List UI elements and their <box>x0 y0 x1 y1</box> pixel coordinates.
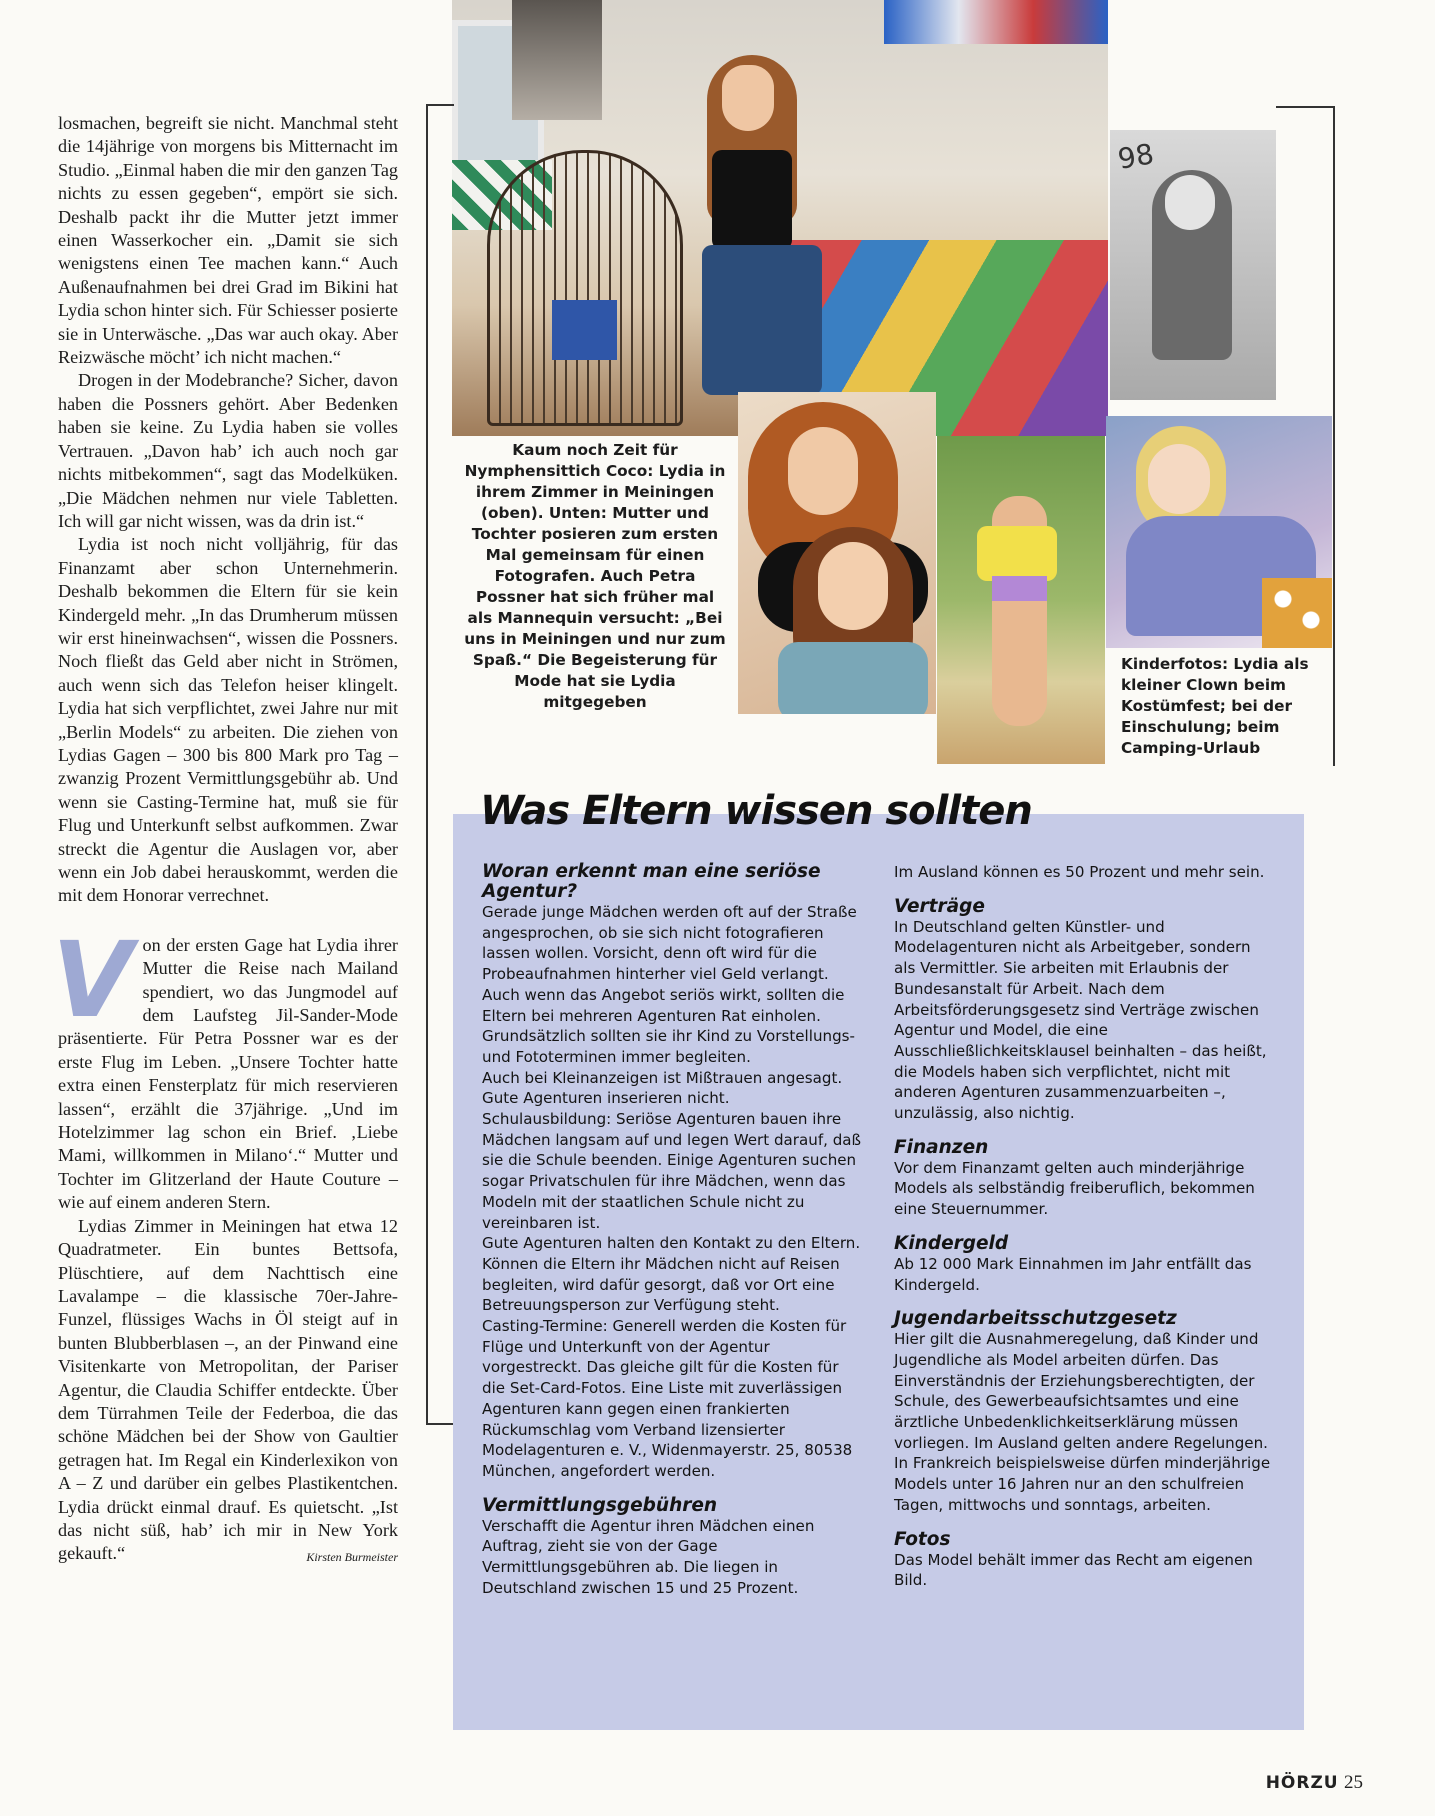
info-text-child-benefit: Ab 12 000 Mark Einnahmen im Jahr entfällt das Kindergeld. <box>894 1254 1252 1294</box>
photo-lydia-room <box>452 0 1108 436</box>
info-column-1 <box>482 862 862 1599</box>
info-heading-photos: Fotos <box>894 1528 951 1550</box>
frame-line-top-right <box>1276 106 1334 108</box>
info-text-ads: Auch bei Kleinanzeigen ist Mißtrauen angesagt. Gute Agenturen inserieren nicht. <box>482 1068 843 1108</box>
info-text-school: Schulausbildung: Seriöse Agenturen bauen ihre Mädchen langsam auf und legen Wert darauf, daß sie die Schule beenden. Einige Agenturen suchen sogar Privatschulen für ihre Mädchen, wenn das Modeln mit der staatlichen Schule nicht zu vereinbaren ist. <box>482 1110 862 1232</box>
info-heading-fees: Vermittlungsgebühren <box>482 1494 718 1516</box>
info-heading-youth-protection: Jugendarbeitsschutzgesetz <box>894 1308 1177 1330</box>
girl-top <box>712 150 792 250</box>
magazine-brand: HÖRZU <box>1265 1773 1339 1793</box>
info-heading-agency: Woran erkennt man eine seriöse Agentur? <box>482 861 821 902</box>
child-face <box>1148 444 1210 514</box>
page-footer <box>1266 1772 1363 1794</box>
info-section-child-benefit <box>894 1234 1274 1295</box>
info-column-2 <box>894 862 1274 1591</box>
mother-face <box>788 427 858 515</box>
cage-feeder <box>552 300 617 360</box>
info-heading-child-benefit: Kindergeld <box>894 1232 1009 1254</box>
frame-line-right <box>1333 106 1335 766</box>
article-paragraph-3: Lydia ist noch nicht volljährig, für das Finanzamt aber schon Unternehmerin. Deshalb bekommen die Eltern für sie kein Kindergeld mehr. „In das Drumherum müssen wir erst hineinwachsen“, wissen die Possners. Noch fließt das Geld aber nicht in Strömen, auch wenn sich das Telefon heiser klingelt. Lydia hat sich verpflichtet, zwei Jahre nur mit „Berlin Models“ zu arbeiten. Die ziehen von Lydias Gagen – 300 bis 800 Mark pro Tag – zwanzig Prozent Vermittlungsgebühr ab. Und wenn sie Casting-Termine hat, muß sie für Flug und Unterkunft selbst aufkommen. Zwar streckt die Agentur die Auslagen vor, aber wenn ein Job dabei herauskommt, werden die mit dem Honorar verrechnet. <box>58 534 398 906</box>
girl-face <box>722 65 774 131</box>
article-paragraph-4 <box>52 918 398 1215</box>
banner-poster <box>884 0 1108 44</box>
info-text-finances: Vor dem Finanzamt gelten auch minderjährige Models als selbständig freiberuflich, bekommen eine Steuernummer. <box>894 1158 1255 1219</box>
info-section-finances <box>894 1138 1274 1220</box>
info-section-youth-protection <box>894 1309 1274 1515</box>
wall-poster <box>512 0 602 120</box>
info-section-agency <box>482 862 862 1482</box>
photo-clown-child <box>1110 130 1276 400</box>
photo-mother-daughter <box>738 392 936 714</box>
info-section-photos <box>894 1530 1274 1591</box>
info-text-abroad: Im Ausland können es 50 Prozent und mehr sein. <box>894 863 1265 881</box>
article-left-column <box>52 112 398 1570</box>
child-face <box>1165 175 1215 230</box>
info-section-contracts <box>894 897 1274 1124</box>
flowers <box>1262 578 1332 648</box>
info-box-title: Was Eltern wissen sollten <box>480 788 1032 834</box>
bird-cage <box>487 150 683 426</box>
photo-school-enrollment <box>1106 416 1332 648</box>
article-paragraph-5 <box>58 1215 398 1566</box>
info-heading-finances: Finanzen <box>894 1136 989 1158</box>
info-text-fees: Verschafft die Agentur ihren Mädchen einen Auftrag, zieht sie von der Gage Vermittlungsgebühren ab. Die liegen in Deutschland zwischen 15 und 25 Prozent. <box>482 1516 815 1597</box>
article-paragraph-4-text: on der ersten Gage hat Lydia ihrer Mutter die Reise nach Mailand spendiert, wo das Jungmodel auf dem Laufsteg Jil-Sander-Mode präsentierte. Für Petra Possner war es der erste Flug im Leben. „Unsere Tochter hatte extra einen Fensterplatz für mich reservieren lassen“, erzählt die 37jährige. „Und im Hotelzimmer lag schon ein Brief. ‚Liebe Mami, willkommen in Milano‘.“ Mutter und Tochter im Glitzerland der Haute Couture – wie auf einem anderen Stern. <box>58 934 398 1213</box>
daughter-face <box>818 542 888 630</box>
yellow-shirt <box>977 526 1057 581</box>
girl-jeans <box>702 245 822 395</box>
article-paragraph-5-text: Lydias Zimmer in Meiningen hat etwa 12 Quadratmeter. Ein buntes Bettsofa, Plüschtiere, auf dem Nachttisch eine Lavalampe – die klassische 70er-Jahre-Funzel, flüssiges Wachs in Öl steigt auf in bunten Blubberblasen –, an der Pinwand eine Visitenkarte von Metropolitan, der Pariser Agentur, die Claudia Schiffer entdeckte. Über dem Türrahmen Teile der Federboa, die das schöne Mädchen bei der Show von Gaultier getragen hat. Im Regal ein Kinderlexikon von A – Z und darüber ein gelbes Plastikentchen. Lydia drückt einmal drauf. Es quietscht. „Ist das nicht süß, hab’ ich mir in New York gekauft.“ <box>58 1215 398 1564</box>
info-section-fees <box>482 1496 862 1599</box>
page-number: 25 <box>1344 1772 1363 1793</box>
photo-caption-kids: Kinderfotos: Lydia als kleiner Clown beim Kostümfest; bei der Einschulung; beim Camping-Urlaub <box>1121 655 1309 757</box>
author-byline: Kirsten Burmeister <box>306 1550 398 1565</box>
frame-line-top-left <box>426 104 454 106</box>
info-text-contracts: In Deutschland gelten Künstler- und Modelagenturen nicht als Arbeitgeber, sondern als Vermittler. Sie arbeiten mit Erlaubnis der Bundesanstalt für Arbeit. Nach dem Arbeitsförderungsgesetz sind Verträge zwischen Agentur und Model, die eine Ausschließlichkeitsklausel beinhalten – das heißt, die Models haben sich verpflichtet, nicht mit anderen Agenturen zusammenzuarbeiten –, unzulässig, also nichtig. <box>894 917 1267 1123</box>
article-paragraph-1: losmachen, begreift sie nicht. Manchmal steht die 14jährige von morgens bis Mitternacht im Studio. „Einmal haben die mir den ganzen Tag nichts zu essen gegeben“, empört sie sich. Deshalb packt ihr die Mutter jetzt immer einen Wasserkocher ein. „Damit sie sich wenigstens einen Tee machen kann.“ Auch Außenaufnahmen bei drei Grad im Bikini hat Lydia schon hinter sich. Für Schiesser posierte sie in Unterwäsche. „Das war auch okay. Aber Reizwäsche möcht’ ich nicht machen.“ <box>58 113 398 368</box>
photo-camping <box>937 436 1105 764</box>
handwritten-year: 98 <box>1115 137 1157 176</box>
info-text-agency: Gerade junge Mädchen werden oft auf der Straße angesprochen, ob sie sich nicht fotografieren lassen wollen. Vorsicht, denn oft wird für die Probeaufnahmen hinterher viel Geld verlangt. Auch wenn das Angebot seriös wirkt, sollten die Eltern bei mehreren Agenturen Rat einholen. Grundsätzlich sollten sie ihr Kind zu Vorstellungs- und Fototerminen immer begleiten. <box>482 903 857 1066</box>
swim-pants <box>992 576 1047 601</box>
frame-line-bottom-left <box>426 1423 454 1425</box>
info-text-youth-protection: Hier gilt die Ausnahmeregelung, daß Kinder und Jugendliche als Model arbeiten dürfen. Das Einverständnis der Erziehungsberechtigten, der Schule, des Gewerbeaufsichtsamtes und eine ärztliche Unbedenklichkeitserklärung müssen vorliegen. Im Ausland gelten andere Regelungen. In Frankreich beispielsweise dürfen minderjährige Models unter 16 Jahren nur an den schulfreien Tagen, mittwochs und sonntags, arbeiten. <box>894 1330 1271 1514</box>
drop-cap: V <box>52 918 133 1041</box>
info-text-casting: Casting-Termine: Generell werden die Kosten für Flüge und Unterkunft von der Agentur vorgestreckt. Das gleiche gilt für die Kosten für die Set-Card-Fotos. Eine Liste mit zuverlässigen Agenturen kann gegen einen frankierten Rückumschlag vom Verband lizensierter Modelagenturen e. V., Widenmayerstr. 25, 80538 München, angefordert werden. <box>482 1317 853 1480</box>
info-text-photos: Das Model behält immer das Recht am eigenen Bild. <box>894 1550 1253 1590</box>
frame-line-left <box>426 104 428 1424</box>
info-heading-contracts: Verträge <box>894 895 985 917</box>
photo-caption-main: Kaum noch Zeit für Nymphensittich Coco: Lydia in ihrem Zimmer in Meiningen (oben). Unten: Mutter und Tochter posieren zum ersten Mal gemeinsam für einen Fotografen. Auch Petra Possner hat sich früher mal als Mannequin versucht: „Bei uns in Meiningen und nur zum Spaß.“ Die Begeisterung für Mode hat sie Lydia mitgegeben <box>464 441 726 711</box>
info-text-contact: Gute Agenturen halten den Kontakt zu den Eltern. Können die Eltern ihr Mädchen nicht auf Reisen begleiten, wird dafür gesorgt, daß vor Ort eine Betreuungsperson zur Verfügung steht. <box>482 1234 861 1315</box>
article-paragraph-2: Drogen in der Modebranche? Sicher, davon haben die Possners gehört. Aber Bedenken haben sie keine. Zu Lydia haben sie volles Vertrauen. „Davon hab’ ich auch noch gar nichts mitbekommen“, sagt das Modelküken. „Die Mädchen nehmen nur viele Tabletten. Ich will gar nicht wissen, was da drin ist.“ <box>58 370 398 531</box>
daughter-dress <box>778 642 928 714</box>
